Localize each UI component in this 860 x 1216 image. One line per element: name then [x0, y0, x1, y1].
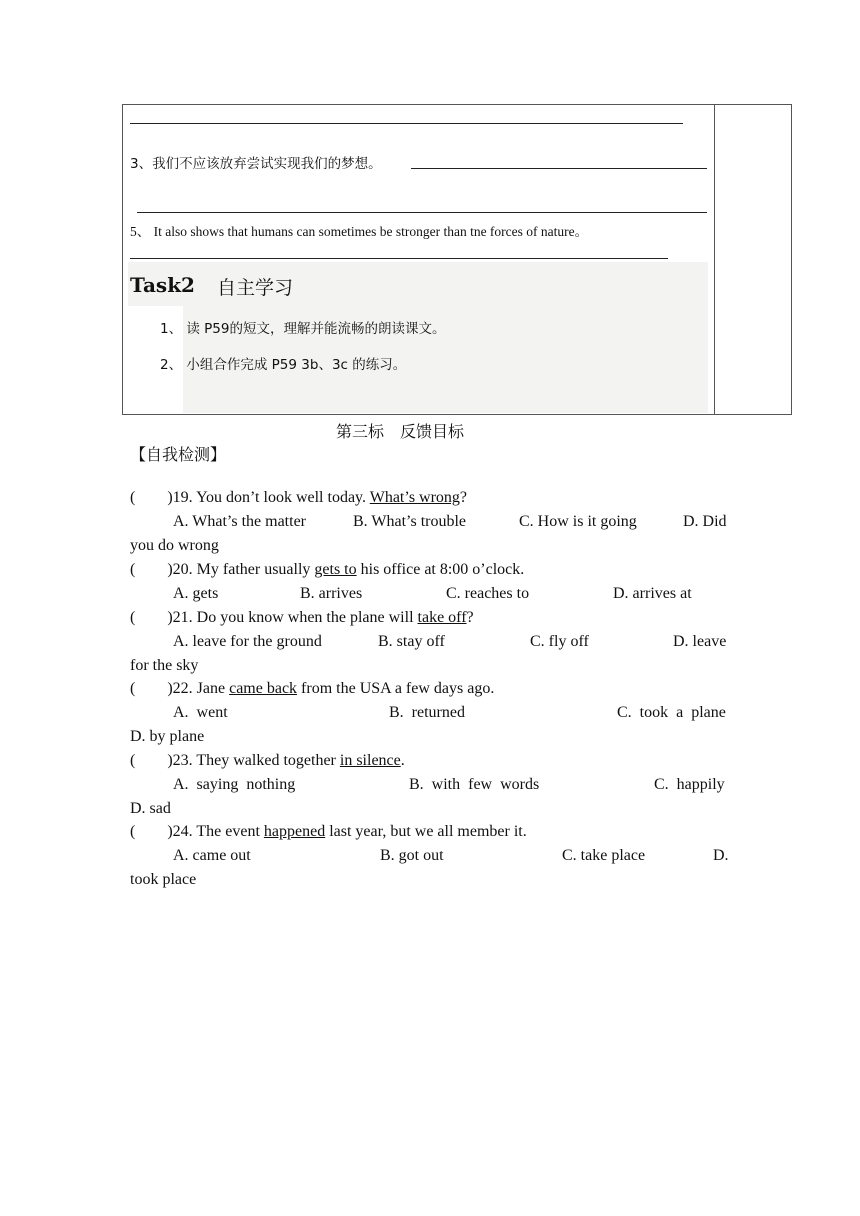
- answer-line: [137, 212, 707, 213]
- question-stem: 21. Do you know when the plane will: [172, 609, 418, 626]
- option-c: C. fly off: [530, 633, 589, 650]
- option-a: A. gets: [173, 585, 219, 602]
- option-wrap: for the sky: [130, 657, 199, 674]
- option-wrap: you do wrong: [130, 537, 219, 554]
- task2-subtitle: 自主学习: [217, 277, 294, 299]
- task2-item: 2、 小组合作完成 P59 3b、3c 的练习。: [160, 357, 407, 373]
- option-b: B. with few words: [409, 776, 540, 793]
- question-stem: 20. My father usually: [172, 561, 315, 578]
- question-stem-end: ?: [459, 489, 468, 506]
- answer-paren: ( ): [130, 489, 173, 506]
- underlined-phrase: What’s wrong: [369, 489, 460, 506]
- item-5: 5、 It also shows that humans can sometimes be stronger than tne forces of nature。: [130, 224, 589, 239]
- option-a: A. came out: [173, 847, 251, 864]
- option-b: B. stay off: [378, 633, 445, 650]
- underlined-phrase: happened: [263, 823, 326, 840]
- question-stem-end: his office at 8:00 o’clock.: [356, 561, 525, 578]
- option-wrap: D. sad: [130, 800, 171, 817]
- question-stem-end: ?: [466, 609, 474, 626]
- answer-line: [130, 258, 668, 259]
- option-d: D. leave: [673, 633, 727, 650]
- option-wrap: took place: [130, 871, 197, 888]
- answer-paren: ( ): [130, 752, 173, 769]
- section-title: 第三标 反馈目标: [336, 422, 465, 441]
- option-a: A. leave for the ground: [173, 633, 322, 650]
- option-d: D. Did: [683, 513, 727, 530]
- option-d: D.: [713, 847, 729, 864]
- option-c: C. How is it going: [519, 513, 637, 530]
- option-a: A. went: [173, 704, 228, 721]
- question-stem-end: last year, but we all member it.: [325, 823, 527, 840]
- answer-line: [130, 123, 683, 124]
- underlined-phrase: in silence: [339, 752, 401, 769]
- item-3: 3、我们不应该放弃尝试实现我们的梦想。: [130, 156, 382, 172]
- task2-item: 1、 读 P59的短文，理解并能流畅的朗读课文。: [160, 321, 446, 337]
- underlined-phrase: take off: [417, 609, 467, 626]
- answer-paren: ( ): [130, 680, 173, 697]
- option-c: C. take place: [562, 847, 646, 864]
- self-check-heading: 【自我检测】: [130, 445, 227, 464]
- question-20: [130, 558, 750, 582]
- question-stem: 23. They walked together: [172, 752, 340, 769]
- option-b: B. returned: [389, 704, 465, 721]
- question-24: [130, 820, 750, 844]
- task2-title: Task2: [130, 273, 195, 297]
- table-column-divider: [714, 104, 715, 415]
- answer-paren: ( ): [130, 609, 173, 626]
- underlined-phrase: gets to: [314, 561, 357, 578]
- option-d: D. arrives at: [613, 585, 692, 602]
- task2-shade: [128, 262, 708, 306]
- answer-line: [411, 168, 707, 169]
- answer-paren: ( ): [130, 561, 173, 578]
- question-stem-end: .: [400, 752, 405, 769]
- option-c: C. reaches to: [446, 585, 530, 602]
- question-22: [130, 677, 750, 701]
- question-stem: 22. Jane: [172, 680, 230, 697]
- question-19: [130, 486, 750, 510]
- option-wrap: D. by plane: [130, 728, 205, 745]
- question-stem: 24. The event: [172, 823, 264, 840]
- option-c: C. happily: [654, 776, 725, 793]
- question-stem: 19. You don’t look well today.: [172, 489, 370, 506]
- option-c: C. took a plane: [617, 704, 726, 721]
- option-a: A. saying nothing: [173, 776, 296, 793]
- option-b: B. got out: [380, 847, 444, 864]
- option-b: B. What’s trouble: [353, 513, 467, 530]
- answer-paren: ( ): [130, 823, 173, 840]
- question-21: [130, 606, 750, 630]
- underlined-phrase: came back: [229, 680, 298, 697]
- question-stem-end: from the USA a few days ago.: [297, 680, 495, 697]
- option-a: A. What’s the matter: [173, 513, 306, 530]
- option-b: B. arrives: [300, 585, 363, 602]
- question-23: [130, 749, 750, 773]
